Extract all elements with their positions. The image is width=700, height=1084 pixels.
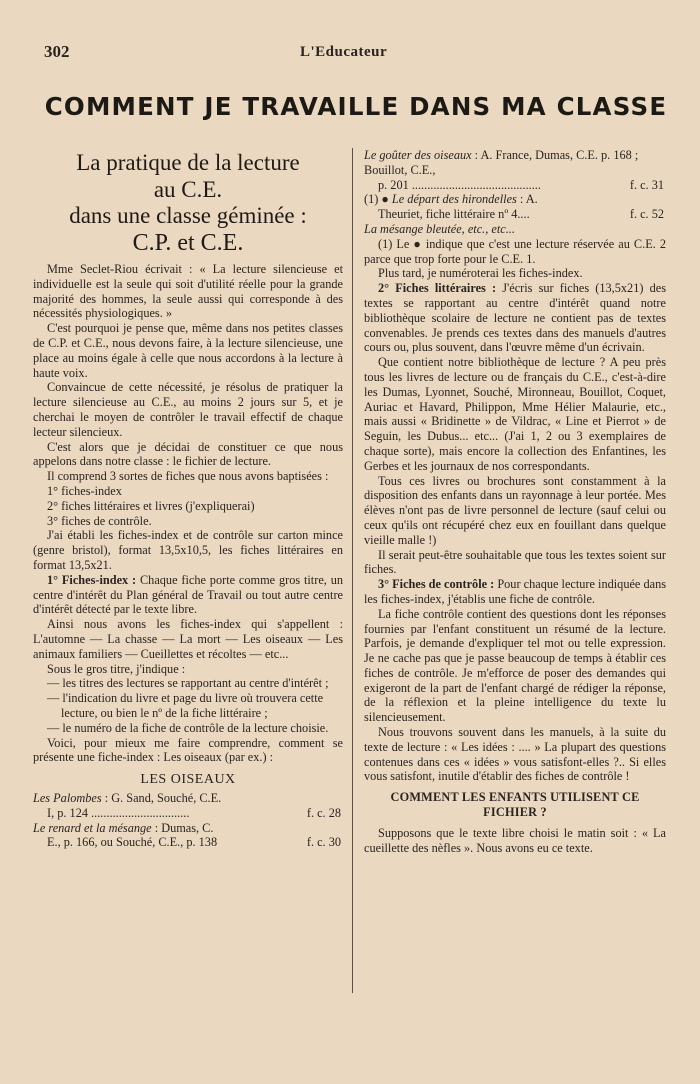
sort-list [33,484,343,528]
list-item: — le numéro de la fiche de contrôle de la lecture choisie. [47,720,329,735]
paragraph-text: J'écris sur fiches (13,5x21) des textes se rapportant au centre d'intérêt quand notre bibliothèque scolaire de lecture ne contient pas de textes convenables. Je prends ces textes dans des manuels d'autres cours ou, plus souvent, dans l'œuvre même d'un écrivain. [364,281,666,355]
paragraph: Il comprend 3 sortes de fiches que nous avons baptisées : [47,469,329,484]
index-subheading: LES OISEAUX [140,772,236,788]
dash-list [33,676,343,735]
paragraph: Supposons que le texte libre choisi le matin soit : « La cueillette des nèfles ». Nous avons eu ce texte. [364,825,666,855]
entry-text: : Dumas, C. [151,820,214,835]
list-item: 1° fiches-index [47,483,122,498]
entry-text: : A. France, Dumas, C.E. p. 168 ; Bouillot, C.E., [364,148,639,177]
paragraph: Il serait peut-être souhaitable que tous les textes soient sur fiches. [364,547,666,577]
paragraph-label: 2° Fiches littéraires : [378,281,497,296]
title-line: La pratique de la lecture [76,150,300,175]
running-head: L'Educateur [300,44,388,60]
entry-title: Les Palombes [33,791,102,806]
paragraph-label: 1° Fiches-index : [47,572,137,587]
title-line: C.P. et C.E. [132,229,244,256]
right-column [364,148,666,855]
paragraph-label: 3° Fiches de contrôle : [378,577,495,592]
paragraph: La fiche contrôle contient des questions dont les réponses fournies par l'enfant constituent un résumé de la lecture. Parfois, je demande d'expliquer tel mot ou telle expression. Je ne cache pas que je passe beaucoup de temps à établir ces fiches de contrôle. Je m'efforce de poser des demandes qui exigeront de la part de l'enfant chargé de rédiger la réponse, de la réflexion et la pleine intelligence du texte lu silencieusement. [364,606,666,725]
article-title [33,150,343,256]
paragraph: Voici, pour mieux me faire comprendre, comment se présente une fiche-index : Les oiseaux (par ex.) : [33,735,343,765]
entry-ref: f. c. 52 [629,207,664,222]
paragraph-text: Chaque fiche porte comme gros titre, un centre d'intérêt du Plan général de Travail ou tout autre centre d'intérêt détecté par le texte libre. [33,572,343,617]
index-entry [364,222,666,237]
paragraph [33,573,343,617]
list-item: — l'indication du livre et page du livre où trouvera cette lecture, ou bien le nº de la fiche littéraire ; [47,691,324,720]
paragraph: J'ai établi les fiches-index et de contrôle sur carton mince (genre bristol), format 13,5x10,5, les fiches littéraires en format 13,5x21. [33,528,343,572]
title-line: au C.E. [153,176,223,202]
paragraph: Sous le gros titre, j'indique : [47,661,186,676]
paragraph: Nous trouvons souvent dans les manuels, à la suite du texte de lecture : « Les idées : .... » La plupart des questions contenues dans ces « idées » vous satisfont-elles ?.. Si elles vous satisfont, inutile d'établir des fiches de contrôle ! [364,725,666,784]
index-entry [364,192,666,222]
entry-title: Le goûter des oiseaux [364,148,472,162]
list-item: 3° fiches de contrôle. [47,513,152,528]
paragraph-text: Pour chaque lecture indiquée dans les fiches-index, j'établis une fiche de contrôle. [364,577,667,606]
entry-title: La mésange bleutée, etc., etc... [364,221,515,236]
entry-text: : G. Sand, Souché, C.E. [101,791,222,806]
index-entry [33,821,343,851]
paragraph: Mme Seclet-Riou écrivait : « La lecture silencieuse et individuelle est la seule qui soit d'utilité réelle pour la grande majorité des hommes, la seule aussi qui corresponde à des nécessités physiologiques. » [33,262,343,321]
entry-title: Le départ des hirondelles [391,192,517,207]
paragraph [364,281,666,355]
list-item: 2° fiches littéraires et livres (j'expliquerai) [47,498,255,513]
entry-cont: E., p. 166, ou Souché, C.E., p. 138 [47,835,218,850]
paragraph: Plus tard, je numéroterai les fiches-index. [378,266,583,281]
entry-ref: f. c. 28 [306,805,341,820]
section-rubric: COMMENT JE TRAVAILLE DANS MA CLASSE [44,92,668,121]
footnote: (1) Le ● indique que c'est une lecture réservée au C.E. 2 parce que trop forte pour le C.E. 1. [364,236,666,266]
paragraph: Que contient notre bibliothèque de lecture ? A peu près tous les livres de lecture ou de français du C.E., c'est-à-dire les Dumas, Lyonnet, Souché, Mironneau, Bouillot, Coquet, Auriac et Havard, Philippon, Mme Hélier Malaurie, etc., mais aussi « Bridinette » de Vildrac, « Line et Pierrot » de Seguin, les Dubus... etc... (J'ai 1, 2 ou 3 exemplaires de chaque sorte), mais encore la collection des Enfantines, les Gerbes et les journaux de nos correspondants. [364,355,666,473]
column-rule [352,148,353,993]
entry-cont: p. 201 .......................................... [378,177,541,192]
paragraph: Convaincue de cette nécessité, je résolus de pratiquer la lecture silencieuse au C.E., au moins 2 jours sur 5, et je cherchai le moyen de contrôler le travail effectif de chaque lecteur silencieux. [33,380,343,439]
entry-title: Le renard et la mésange [33,820,152,835]
title-line: dans une classe géminée : [69,203,307,228]
paragraph: Ainsi nous avons les fiches-index qui s'appellent : L'automne — La chasse — La mort — Les oiseaux — Les animaux familiers — Cueillettes et récoltes — etc... [33,617,343,661]
entry-ref: f. c. 30 [306,835,341,850]
index-entry [364,148,666,192]
paragraph: Tous ces livres ou brochures sont constamment à la disposition des enfants dans un rayonnage à leur portée. Mes élèves n'ont pas de livre personnel de lecture (sauf celui ou ceux qu'ils ont récupéré chez eux en fouillant dans quelque vieille malle !) [364,473,666,547]
left-column [33,148,343,850]
entry-cont: I, p. 124 ................................ [47,805,190,820]
index-entry [33,791,343,821]
paragraph [364,577,666,607]
entry-ref: f. c. 31 [629,177,664,192]
paragraph: C'est pourquoi je pense que, même dans nos petites classes de C.P. et C.E., nous devons faire, à la lecture silencieuse, une place au moins égale à celle que nous accordons à la lecture à haute voix. [33,321,343,380]
list-item: — les titres des lectures se rapportant au centre d'intérêt ; [47,676,329,691]
page-number: 302 [44,42,70,61]
entry-prefix: (1) ● [364,192,392,207]
entry-cont: Theuriet, fiche littéraire nº 4.... [378,207,530,222]
paragraph: C'est alors que je décidai de constituer ce que nous appelons dans notre classe : le fichier de lecture. [33,439,343,469]
section-subheading: COMMENT LES ENFANTS UTILISENT CE FICHIER ? [390,790,640,820]
entry-text: : A. [516,192,538,207]
